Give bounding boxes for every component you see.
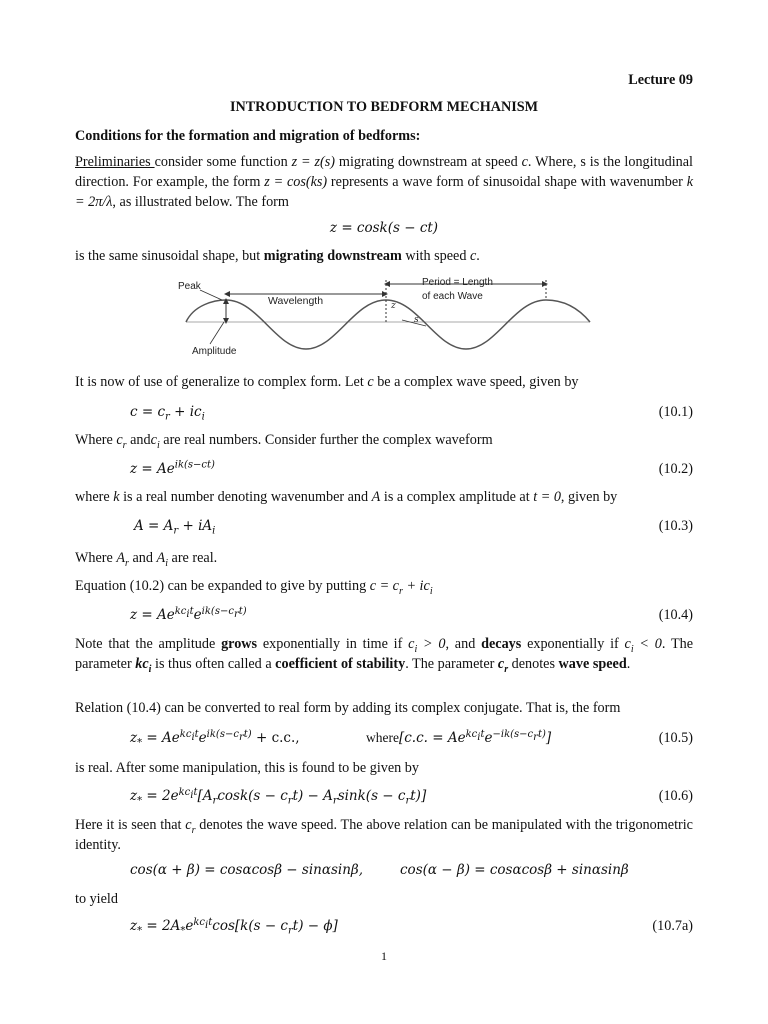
p2-text-3: . (476, 248, 480, 264)
wave-figure (170, 272, 600, 364)
p8-text-1: Note that the amplitude (75, 636, 222, 652)
p1-eq-b: c (521, 154, 528, 170)
paragraph-wave-speed: Here it is seen that $c_r$ denotes the wave speed. The above relation can be manipulated with the trigonometric identity. (75, 817, 693, 853)
lecture-label: Lecture 09 (628, 72, 693, 88)
page-title: INTRODUCTION TO BEDFORM MECHANISM (229, 99, 539, 115)
equation-10-1: $c = c_r + ic_i$ (130, 404, 205, 423)
p5-eq-t: t = 0 (533, 489, 561, 505)
p8-bold-coefficient: coefficient of stability (275, 656, 406, 672)
period-arrow-left (384, 281, 390, 287)
equation-10-2-number: (10.2) (658, 461, 693, 477)
s-label: s (414, 315, 419, 325)
period-label: Period = Length (422, 277, 493, 288)
equation-10-6: $z_* = 2e^{kc_it}[A_r\cos k(s - c_rt) - A_r\sin k(s - c_rt)]$ (130, 786, 427, 807)
page-number: 1 (381, 949, 387, 963)
p1-text-2: migrating downstream at speed (335, 154, 522, 170)
p5-text-1: where (75, 489, 114, 505)
p4-text-2: and (126, 432, 151, 448)
equation-10-6-number: (10.6) (658, 788, 693, 804)
peak-leader (200, 290, 222, 300)
paragraph-same-shape (75, 246, 693, 266)
where-label: where (366, 730, 399, 745)
paragraph-complex-form (75, 372, 693, 392)
p1-eq-a: z = z(s) (291, 154, 335, 170)
p8-text-6: is thus often called a (151, 656, 276, 672)
p4-text-1: Where (75, 432, 117, 448)
equation-10-4: $z = Ae^{kc_it}e^{ik(s-c_rt)}$ (130, 605, 247, 623)
p11-text-1: Here it is seen that (75, 817, 186, 833)
p5-eq-a: A (371, 489, 381, 505)
paragraph-real-amplitudes: Where $A_r$ and $A_i$ are real. (75, 550, 218, 569)
p5-eq-k: k (113, 489, 120, 505)
p8-text-8: denotes (508, 656, 559, 672)
identity-difference: cos(α − β) = cosαcosβ + sinαsinβ (400, 862, 629, 878)
sine-wave (186, 300, 590, 349)
paragraph-to-yield: to yield (75, 891, 118, 907)
equation-migrating-wave: z = cosk(s − ct) (329, 220, 439, 236)
paragraph-real-numbers: Where $c_r$ andc$_i$ are real numbers. Consider further the complex waveform (75, 432, 493, 451)
p5-text-2: is a real number denoting wavenumber and (119, 489, 372, 505)
equation-10-5-number: (10.5) (658, 730, 693, 746)
p6-text-1: Where (75, 550, 117, 566)
p1-text-5: , as illustrated below. The form (112, 194, 289, 210)
paragraph-wavenumber (75, 487, 693, 507)
paragraph-real-form: Relation (10.4) can be converted to real form by adding its complex conjugate. That is, the form (75, 700, 621, 716)
p8-bold-grows: grows (221, 636, 258, 652)
wavelength-arrow-left (224, 291, 230, 297)
paragraph-preliminaries (75, 152, 693, 212)
paragraph-after-manipulation: is real. After some manipulation, this is found to be given by (75, 760, 419, 776)
amplitude-label: Amplitude (192, 346, 237, 357)
p5-text-4: , given by (560, 489, 618, 505)
p2-text-1: is the same sinusoidal shape, but (75, 248, 264, 264)
p3-text-2: be a complex wave speed, given by (373, 374, 579, 390)
equation-10-7a: $z_* = 2A_*e^{kc_it}\cos[k(s - c_rt) - \phi]$ (130, 916, 338, 937)
preliminaries-lead: Preliminaries (75, 154, 155, 170)
equation-10-4-number: (10.4) (658, 607, 693, 623)
p3-text-1: It is now of use of generalize to complex form. Let (75, 374, 368, 390)
p1-text-4: represents a wave form of sinusoidal shape with wavenumber (327, 174, 687, 190)
p2-bold: migrating downstream (263, 248, 402, 264)
p11-text-2: denotes the wave speed. The above relation can be manipulated with the trigonometric identity. (75, 817, 693, 853)
p1-text-3: . Where, s is the longitudinal direction. For example, the form (75, 154, 693, 190)
p2-eq: c (469, 248, 477, 264)
paragraph-stability: Note that the amplitude grows exponentially in time if $c_i > 0$, and decays exponentially if $c_i < 0$. The parameter $kc_i$ is thus often called a coefficient of stability. The parameter $c_r$ denotes wave speed. (75, 636, 694, 675)
p8-text-9: . (626, 656, 631, 672)
equation-10-3-number: (10.3) (658, 518, 693, 534)
p5-text-3: is a complex amplitude at (380, 489, 534, 505)
period-label-2: of each Wave (422, 291, 483, 302)
p8-bold-wave-speed: wave speed (558, 656, 627, 672)
p1-eq-c: z = cos(ks) (264, 174, 328, 190)
paragraph-expansion: Equation (10.2) can be expanded to give by putting $c = c_r + ic_i$ (75, 578, 433, 597)
equation-10-5: $z_* = Ae^{kc_it}e^{ik(s-c_rt)} + c.c$., (130, 728, 300, 749)
wavelength-label: Wavelength (268, 295, 324, 307)
equation-10-2: $z = Ae^{ik(s-ct)}$ (130, 459, 215, 477)
p3-eq: c (367, 374, 374, 390)
p6-text-2: and (128, 550, 157, 566)
amplitude-arrow-up (223, 298, 229, 304)
section-heading: Conditions for the formation and migration of bedforms: (75, 128, 421, 144)
period-arrow-right (542, 281, 548, 287)
equation-10-1-number: (10.1) (658, 404, 693, 420)
peak-label: Peak (178, 281, 201, 292)
wavelength-arrow-right (382, 291, 388, 297)
amplitude-arrow-down (223, 318, 229, 324)
equation-10-7a-number: (10.7a) (652, 918, 693, 934)
p4-text-3: are real numbers. Consider further the complex waveform (159, 432, 493, 448)
p6-text-3: are real. (167, 550, 218, 566)
identity-sum: cos(α + β) = cosαcosβ − sinαsinβ, (130, 862, 364, 878)
p8-text-4: exponentially if (521, 636, 625, 652)
equation-10-5-where: where[c.c. = $Ae^{kc_it}e^{-ik(s-c_rt)}$] (366, 728, 552, 746)
p8-text-3: , and (445, 636, 482, 652)
amplitude-leader (210, 322, 224, 344)
p8-text-5: . The parameter (75, 636, 694, 672)
p1-text-1: consider some function (154, 154, 292, 170)
z-label: z (391, 301, 396, 311)
equation-10-3: $A = A_r + iA_i$ (134, 518, 216, 537)
p7-text-1: Equation (10.2) can be expanded to give by putting (75, 578, 370, 594)
p1-eq-d: k = 2π/λ (75, 174, 693, 210)
p2-text-2: with speed (401, 248, 470, 264)
p8-text-7: . The parameter (405, 656, 498, 672)
p8-bold-decays: decays (481, 636, 522, 652)
p8-text-2: exponentially in time if (257, 636, 409, 652)
